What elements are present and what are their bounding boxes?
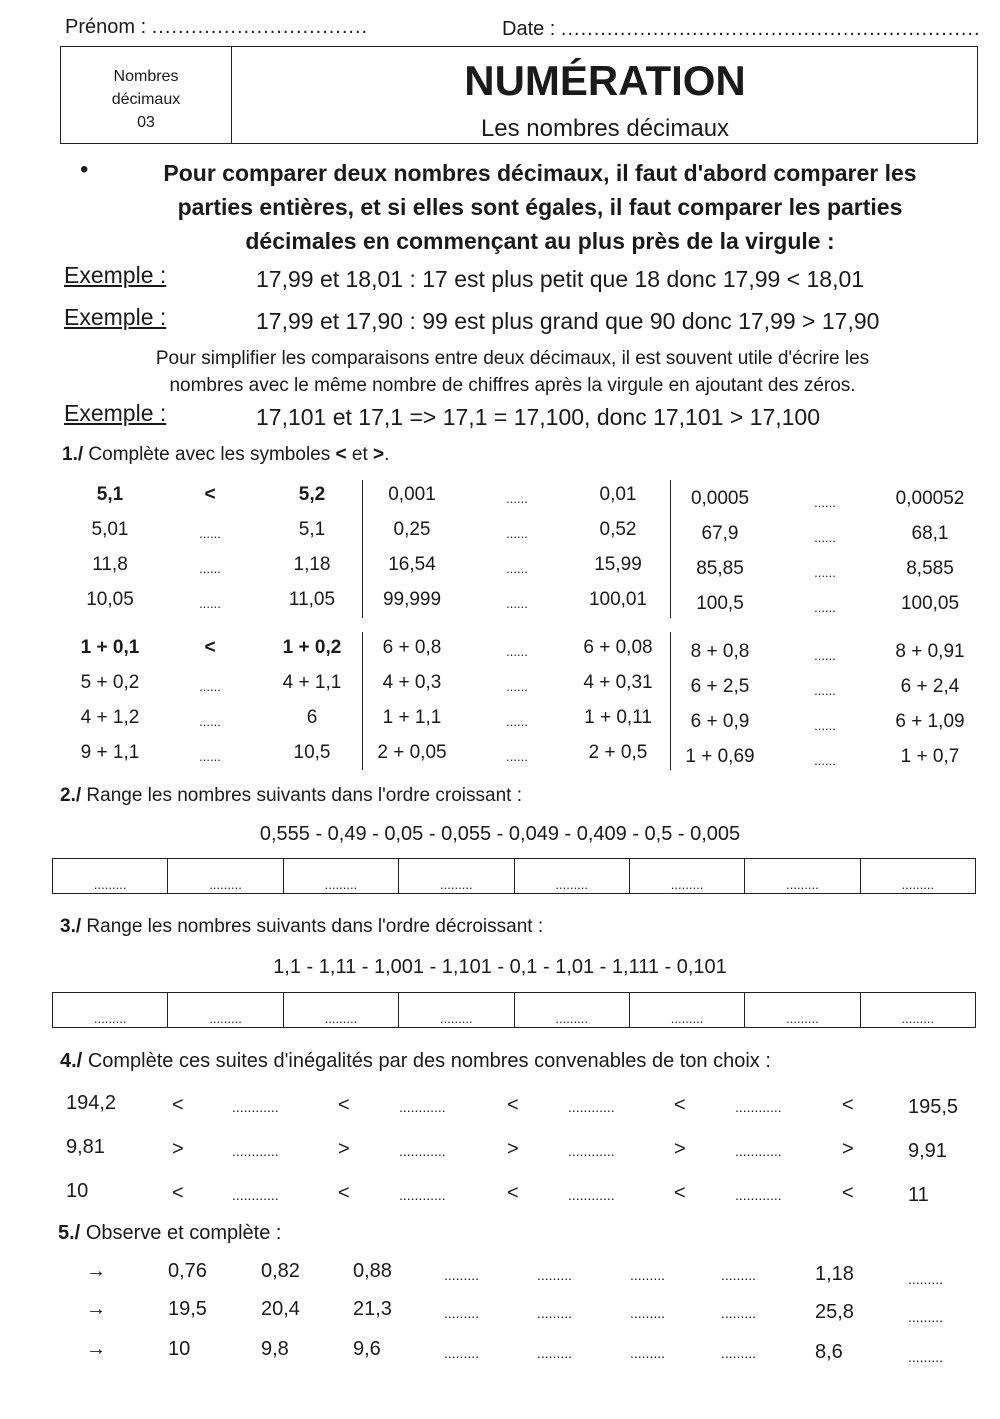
answer-slot[interactable] — [515, 993, 630, 1027]
comparison-number: 0,001 — [388, 484, 436, 505]
id-line-3: 03 — [137, 114, 155, 131]
sequence-term: 0,88 — [353, 1260, 392, 1282]
answer-slot-dots: ......... — [324, 877, 358, 892]
comparison-blank[interactable]: ...... — [506, 644, 528, 659]
example-text-3: 17,101 et 17,1 => 17,1 = 17,100, donc 17,101 > 17,100 — [256, 404, 820, 430]
comparison-number: 4 + 0,31 — [583, 672, 653, 693]
answer-slot-dots: ......... — [555, 877, 588, 892]
q2-title — [60, 785, 522, 807]
comparison-number: 1 + 0,7 — [900, 746, 960, 767]
comparison-number: 5,2 — [298, 484, 326, 505]
q1-title — [62, 444, 389, 466]
answer-slot-dots: ......... — [786, 1011, 819, 1026]
inequality-symbol: < — [507, 1094, 519, 1116]
comparison-blank[interactable]: ...... — [814, 683, 836, 698]
q1-symbol-lt: < — [335, 444, 347, 465]
comparison-number: 1 + 1,1 — [382, 707, 442, 728]
rule-text — [100, 156, 980, 258]
prenom-field[interactable]: ................................. — [151, 16, 369, 38]
sequence-blank[interactable]: ......... — [537, 1305, 573, 1321]
sequence-term: 9,6 — [353, 1338, 381, 1360]
answer-slot-dots: ......... — [324, 1011, 358, 1026]
q3-number-list: 1,1 - 1,11 - 1,001 - 1,101 - 0,1 - 1,01 - 1,111 - 0,101 — [273, 956, 727, 978]
comparison-number: 4 + 1,1 — [282, 672, 342, 693]
comparison-blank[interactable]: ...... — [199, 561, 221, 576]
answer-slot[interactable] — [515, 859, 630, 893]
comparison-blank[interactable]: ...... — [814, 530, 836, 545]
comparison-blank[interactable]: ...... — [506, 491, 528, 506]
comparison-number: 2 + 0,5 — [588, 742, 648, 763]
comparison-symbol: < — [204, 637, 216, 658]
comparison-number: 11,8 — [92, 554, 128, 575]
comparison-number: 15,99 — [594, 554, 642, 575]
comparison-blank[interactable]: ...... — [199, 679, 221, 694]
grid-divider — [670, 632, 671, 770]
comparison-number: 0,01 — [599, 484, 637, 505]
comparison-number: 5,1 — [96, 484, 124, 505]
answer-slot-dots: ......... — [670, 1011, 704, 1026]
comparison-number: 0,00052 — [895, 488, 965, 509]
comparison-number: 6 + 2,4 — [900, 676, 960, 697]
inequality-symbol: > — [172, 1138, 184, 1160]
comparison-number: 0,52 — [599, 519, 637, 540]
sequence-blank[interactable]: ......... — [537, 1345, 573, 1361]
sequence-term: 8,6 — [815, 1341, 843, 1363]
example-label-3: Exemple : — [64, 400, 167, 426]
example-label-2: Exemple : — [64, 304, 167, 330]
grid-divider — [362, 480, 363, 618]
sequence-blank[interactable]: ......... — [444, 1345, 480, 1361]
page-title: NUMÉRATION — [464, 57, 746, 104]
inequality-start: 9,81 — [66, 1136, 105, 1158]
answer-slot-dots: ......... — [93, 877, 127, 892]
comparison-number: 1 + 0,2 — [282, 637, 342, 658]
comparison-number: 0,0005 — [690, 488, 750, 509]
answer-slot[interactable] — [168, 993, 283, 1027]
page-subtitle: Les nombres décimaux — [480, 115, 730, 142]
prenom-label — [65, 16, 368, 39]
comparison-symbol: < — [204, 484, 216, 505]
q3-title-text: Range les nombres suivants dans l'ordre décroissant : — [86, 916, 544, 937]
sequence-term: 20,4 — [261, 1298, 300, 1320]
inequality-symbol: > — [507, 1138, 519, 1160]
comparison-blank[interactable]: ...... — [814, 565, 836, 580]
comparison-blank[interactable]: ...... — [506, 526, 528, 541]
inequality-symbol: < — [338, 1182, 350, 1204]
comparison-number: 100,01 — [588, 589, 648, 610]
comparison-number: 8,585 — [906, 558, 954, 579]
inequality-symbol: < — [674, 1094, 686, 1116]
inequality-blank[interactable]: ............ — [399, 1143, 446, 1159]
inequality-symbol: < — [172, 1094, 184, 1116]
tip-line-2: nombres avec le même nombre de chiffres après la virgule en ajoutant des zéros. — [169, 375, 856, 396]
comparison-number: 9 + 1,1 — [80, 742, 140, 763]
q4-title — [60, 1050, 771, 1073]
answer-slot-dots: ......... — [209, 877, 242, 892]
comparison-blank[interactable]: ...... — [506, 714, 528, 729]
comparison-blank[interactable]: ...... — [506, 679, 528, 694]
q2-number: 2./ — [60, 785, 82, 806]
inequality-blank[interactable]: ............ — [568, 1099, 615, 1115]
arrow-icon: → — [86, 1338, 106, 1360]
rule-bullet: • — [80, 156, 89, 183]
inequality-blank[interactable]: ............ — [735, 1099, 782, 1115]
comparison-number: 1 + 0,11 — [584, 707, 652, 728]
answer-slot[interactable] — [399, 993, 514, 1027]
comparison-number: 6 + 0,08 — [583, 637, 653, 658]
inequality-blank[interactable]: ............ — [568, 1143, 615, 1159]
comparison-blank[interactable]: ...... — [506, 561, 528, 576]
q3-number: 3./ — [60, 916, 82, 937]
inequality-symbol: < — [338, 1094, 350, 1116]
q1-symbol-gt: > — [373, 444, 385, 465]
q3-title — [60, 916, 543, 938]
comparison-number: 99,999 — [382, 589, 442, 610]
sequence-term: 25,8 — [815, 1301, 854, 1323]
comparison-number: 10,5 — [293, 742, 331, 763]
inequality-end: 9,91 — [908, 1140, 947, 1162]
sequence-blank[interactable]: ......... — [444, 1305, 480, 1321]
comparison-number: 10,05 — [86, 589, 134, 610]
answer-slot-dots: ......... — [209, 1011, 242, 1026]
inequality-blank[interactable]: ............ — [735, 1187, 782, 1203]
arrow-icon: → — [86, 1298, 106, 1320]
comparison-number: 5 + 0,2 — [80, 672, 140, 693]
comparison-number: 5,01 — [91, 519, 129, 540]
sequence-term: 0,76 — [168, 1260, 207, 1282]
answer-slot[interactable] — [745, 859, 860, 893]
q1-end: . — [384, 444, 390, 465]
comparison-blank[interactable]: ...... — [199, 714, 221, 729]
answer-slot-dots: ......... — [93, 1011, 127, 1026]
sequence-term: 0,82 — [261, 1260, 300, 1282]
id-line-2: décimaux — [111, 91, 181, 108]
inequality-blank[interactable]: ............ — [735, 1143, 782, 1159]
sequence-term: 19,5 — [168, 1298, 207, 1320]
sequence-blank[interactable]: ......... — [444, 1267, 480, 1283]
rule-line-2: parties entières, et si elles sont égales, il faut comparer les parties — [177, 194, 903, 220]
comparison-number: 11,05 — [288, 589, 336, 610]
q5-title-text: Observe et complète : — [85, 1222, 282, 1244]
answer-slot[interactable] — [745, 993, 860, 1027]
inequality-symbol: < — [674, 1182, 686, 1204]
date-field[interactable]: ................................................................ — [560, 18, 981, 40]
sequence-term: 21,3 — [353, 1298, 392, 1320]
comparison-number: 85,85 — [696, 558, 744, 579]
prenom-label-text: Prénom : — [65, 16, 147, 38]
answer-slot[interactable] — [861, 859, 975, 893]
inequality-start: 194,2 — [66, 1092, 117, 1114]
comparison-number: 6 + 0,8 — [382, 637, 442, 658]
answer-slot[interactable] — [168, 859, 283, 893]
inequality-symbol: > — [674, 1138, 686, 1160]
comparison-number: 100,05 — [900, 593, 960, 614]
comparison-number: 6 + 1,09 — [895, 711, 965, 732]
arrow-icon: → — [86, 1260, 106, 1282]
worksheet-id-label — [61, 65, 231, 134]
inequality-symbol: < — [842, 1094, 854, 1116]
date-label — [502, 18, 981, 41]
q2-number-list: 0,555 - 0,49 - 0,05 - 0,055 - 0,049 - 0,409 - 0,5 - 0,005 — [259, 823, 741, 845]
inequality-end: 11 — [908, 1184, 929, 1206]
comparison-blank[interactable]: ...... — [506, 596, 528, 611]
comparison-number: 6 + 2,5 — [690, 676, 750, 697]
tip-line-1: Pour simplifier les comparaisons entre deux décimaux, il est souvent utile d'écrire les — [155, 348, 870, 369]
tip-text — [40, 345, 985, 399]
comparison-number: 6 — [306, 707, 318, 728]
answer-slot[interactable] — [284, 993, 399, 1027]
inequality-blank[interactable]: ............ — [232, 1099, 279, 1115]
inequality-symbol: > — [338, 1138, 350, 1160]
answer-slot[interactable] — [630, 859, 745, 893]
comparison-number: 0,25 — [393, 519, 431, 540]
comparison-number: 1 + 0,1 — [80, 637, 140, 658]
answer-slot[interactable] — [53, 859, 168, 893]
comparison-number: 16,54 — [388, 554, 436, 575]
answer-slot[interactable] — [630, 993, 745, 1027]
grid-divider — [670, 480, 671, 618]
inequality-blank[interactable]: ............ — [232, 1143, 279, 1159]
comparison-number: 67,9 — [701, 523, 739, 544]
q1-number: 1./ — [62, 444, 84, 465]
inequality-blank[interactable]: ............ — [232, 1187, 279, 1203]
q2-answer-boxes — [52, 858, 976, 894]
comparison-number: 5,1 — [298, 519, 326, 540]
q5-title — [58, 1222, 281, 1245]
q2-title-text: Range les nombres suivants dans l'ordre croissant : — [86, 785, 522, 806]
q4-title-text: Complète ces suites d'inégalités par des nombres convenables de ton choix : — [87, 1050, 771, 1072]
inequality-symbol: < — [842, 1182, 854, 1204]
inequality-blank[interactable]: ............ — [399, 1099, 446, 1115]
q1-title-text: Complète avec les symboles — [88, 444, 331, 465]
sequence-blank[interactable]: ......... — [721, 1345, 757, 1361]
comparison-number: 100,5 — [696, 593, 744, 614]
comparison-number: 4 + 0,3 — [382, 672, 442, 693]
sequence-blank[interactable]: ......... — [721, 1267, 757, 1283]
answer-slot-dots: ......... — [786, 877, 819, 892]
sequence-blank[interactable]: ......... — [721, 1305, 757, 1321]
comparison-number: 6 + 0,9 — [690, 711, 750, 732]
sequence-term: 9,8 — [261, 1338, 289, 1360]
comparison-blank[interactable]: ...... — [814, 718, 836, 733]
sequence-blank[interactable]: ......... — [537, 1267, 573, 1283]
sequence-blank[interactable]: ......... — [630, 1305, 666, 1321]
inequality-symbol: < — [172, 1182, 184, 1204]
inequality-blank[interactable]: ............ — [568, 1187, 615, 1203]
example-label-1: Exemple : — [64, 262, 167, 288]
inequality-symbol: > — [842, 1138, 854, 1160]
answer-slot-dots: ......... — [670, 877, 704, 892]
comparison-blank[interactable]: ...... — [199, 749, 221, 764]
inequality-symbol: < — [507, 1182, 519, 1204]
answer-slot[interactable] — [399, 859, 514, 893]
comparison-number: 1 + 0,69 — [685, 746, 755, 767]
comparison-number: 8 + 0,91 — [895, 641, 965, 662]
answer-slot-dots: ......... — [440, 1011, 473, 1026]
q5-number: 5./ — [58, 1222, 81, 1244]
comparison-number: 1,18 — [293, 554, 331, 575]
answer-slot-dots: ......... — [901, 877, 935, 892]
sequence-blank[interactable]: ......... — [630, 1345, 666, 1361]
q3-answer-boxes — [52, 992, 976, 1028]
sequence-term: 10 — [168, 1338, 191, 1360]
example-text-2: 17,99 et 17,90 : 99 est plus grand que 90 donc 17,99 > 17,90 — [256, 308, 880, 334]
answer-slot[interactable] — [53, 993, 168, 1027]
answer-slot[interactable] — [861, 993, 975, 1027]
answer-slot-dots: ......... — [440, 877, 473, 892]
answer-slot-dots: ......... — [901, 1011, 935, 1026]
comparison-blank[interactable]: ...... — [814, 648, 836, 663]
comparison-number: 68,1 — [911, 523, 949, 544]
q4-number: 4./ — [60, 1050, 83, 1072]
id-line-1: Nombres — [113, 68, 179, 85]
grid-divider — [362, 632, 363, 770]
sequence-blank[interactable]: ......... — [908, 1309, 944, 1325]
comparison-blank[interactable]: ...... — [814, 495, 836, 510]
sequence-blank[interactable]: ......... — [908, 1271, 944, 1287]
comparison-blank[interactable]: ...... — [199, 526, 221, 541]
example-text-1: 17,99 et 18,01 : 17 est plus petit que 18 donc 17,99 < 18,01 — [256, 266, 865, 292]
comparison-blank[interactable]: ...... — [814, 753, 836, 768]
worksheet-header-box — [60, 46, 978, 144]
comparison-number: 2 + 0,05 — [377, 742, 447, 763]
rule-line-1: Pour comparer deux nombres décimaux, il faut d'abord comparer les — [163, 160, 917, 186]
inequality-end: 195,5 — [908, 1096, 959, 1118]
date-label-text: Date : — [502, 18, 556, 40]
comparison-number: 8 + 0,8 — [690, 641, 750, 662]
inequality-start: 10 — [66, 1180, 89, 1202]
sequence-blank[interactable]: ......... — [908, 1349, 944, 1365]
rule-line-3: décimales en commençant au plus près de la virgule : — [245, 228, 835, 254]
inequality-blank[interactable]: ............ — [399, 1187, 446, 1203]
answer-slot[interactable] — [284, 859, 399, 893]
sequence-blank[interactable]: ......... — [630, 1267, 666, 1283]
comparison-blank[interactable]: ...... — [814, 600, 836, 615]
q1-and: et — [351, 444, 368, 465]
header-divider — [231, 47, 232, 143]
answer-slot-dots: ......... — [555, 1011, 588, 1026]
comparison-blank[interactable]: ...... — [506, 749, 528, 764]
sequence-term: 1,18 — [815, 1263, 854, 1285]
comparison-number: 4 + 1,2 — [80, 707, 140, 728]
comparison-blank[interactable]: ...... — [199, 596, 221, 611]
